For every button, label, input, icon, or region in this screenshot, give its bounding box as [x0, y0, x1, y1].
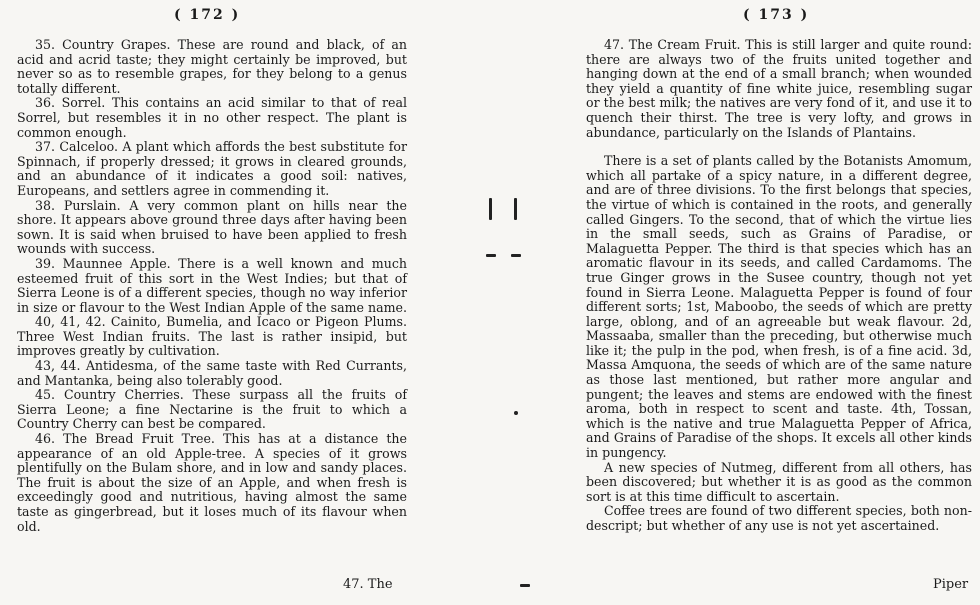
- page-number: ( 173 ): [743, 7, 810, 23]
- gutter-mark: [514, 411, 518, 415]
- page-number: ( 172 ): [174, 7, 241, 23]
- catchword: 47. The: [343, 577, 393, 592]
- right-page: [490, 0, 980, 605]
- paragraph: 47. The Cream Fruit. This is still larger and quite round: there are always two of the fruits united together and hanging down at the end of a small branch; when wounded they yield a quantity of fine white juice, resembling sugar or the best milk; the natives are very fond of it, and use it to quench their thirst. The tree is very lofty, and grows in abundance, particularly on the Islands of Plantains.: [586, 37, 972, 140]
- paragraph: There is a set of plants called by the Botanists Amomum, which all partake of a spicy nature, in a different degree, and are of three divisions. To the first belongs that species, the virtue of which is contained in the roots, and generally called Gingers. To the second, that of which the virtue lies in the small seeds, such as Grains of Paradise, or Malaguetta Pepper. The third is that species which has an aromatic flavour in its seeds, and called Cardamoms. The true Ginger grows in the Susee country, though not yet found in Sierra Leone. Malaguetta Pepper is found of four different sorts; 1st, Maboobo, the seeds of which are pretty large, oblong, and of an agreeable but weak flavour. 2d, Massaaba, smaller than the preceding, but otherwise much like it; the pulp in the pod, when fresh, is of a fine acid. 3d, Massa Amquona, the seeds of which are of the same nature as those last mentioned, but rather more angular and pungent; the leaves and stems are endowed with the finest aroma, both in respect to scent and taste. 4th, Tossan, which is the native and true Malaguetta Pepper of Africa, and Grains of Paradise of the shops. It excels all other kinds in pungency.: [586, 153, 972, 461]
- gutter-mark: [511, 254, 521, 257]
- paragraph: Coffee trees are found of two different species, both non-descript; but whether of any use is not yet ascertained.: [586, 503, 972, 533]
- paragraph: 35. Country Grapes. These are round and black, of an acid and acrid taste; they might certainly be improved, but never so as to resemble grapes, for they belong to a genus totally different.: [17, 37, 407, 96]
- paragraph: 39. Maunnee Apple. There is a well known and much esteemed fruit of this sort in the West Indies; but that of Sierra Leone is of a different species, though no way inferior in size or flavour to the West Indian Apple of the same name.: [17, 255, 407, 315]
- paragraph: 45. Country Cherries. These surpass all the fruits of Sierra Leone; a fine Nectarine is the fruit to which a Country Cherry can best be compared.: [17, 387, 407, 432]
- gutter-mark: [486, 254, 496, 257]
- paragraph: 37. Calceloo. A plant which affords the best substitute for Spinnach, if properly dressed; it grows in cleared grounds, and an abundance of it indicates a good soil: natives, Europeans, and settlers agree in commending it.: [17, 139, 407, 198]
- catchword: Piper: [933, 577, 969, 592]
- paragraph: 38. Purslain. A very common plant on hills near the shore. It appears above ground three days after having been sown. It is said when bruised to have been applied to fresh wounds with success.: [17, 197, 407, 257]
- paragraph: A new species of Nutmeg, different from all others, has been discovered; but whether it is as good as the common sort is at this time difficult to ascertain.: [586, 459, 972, 504]
- gutter-mark: [520, 584, 530, 587]
- paragraph: 36. Sorrel. This contains an acid similar to that of real Sorrel, but resembles it in no other respect. The plant is common enough.: [17, 95, 407, 140]
- paragraph: 43, 44. Antidesma, of the same taste with Red Currants, and Mantanka, being also tolerably good.: [17, 358, 407, 388]
- text-column: [586, 38, 972, 534]
- paragraph: 40, 41, 42. Cainito, Bumelia, and Icaco or Pigeon Plums. Three West Indian fruits. The last is rather insipid, but improves greatly by cultivation.: [17, 314, 407, 359]
- paragraph: 46. The Bread Fruit Tree. This has at a distance the appearance of an old Apple-tree. A species of it grows plentifully on the Bulam shore, and in low and sandy places. The fruit is about the size of an Apple, and when fresh is exceedingly good and nutritious, having almost the same taste as gingerbread, but it loses much of its flavour when old.: [17, 431, 407, 534]
- text-column: [17, 38, 407, 534]
- gutter-mark: [514, 198, 517, 220]
- gutter-mark: [489, 198, 492, 220]
